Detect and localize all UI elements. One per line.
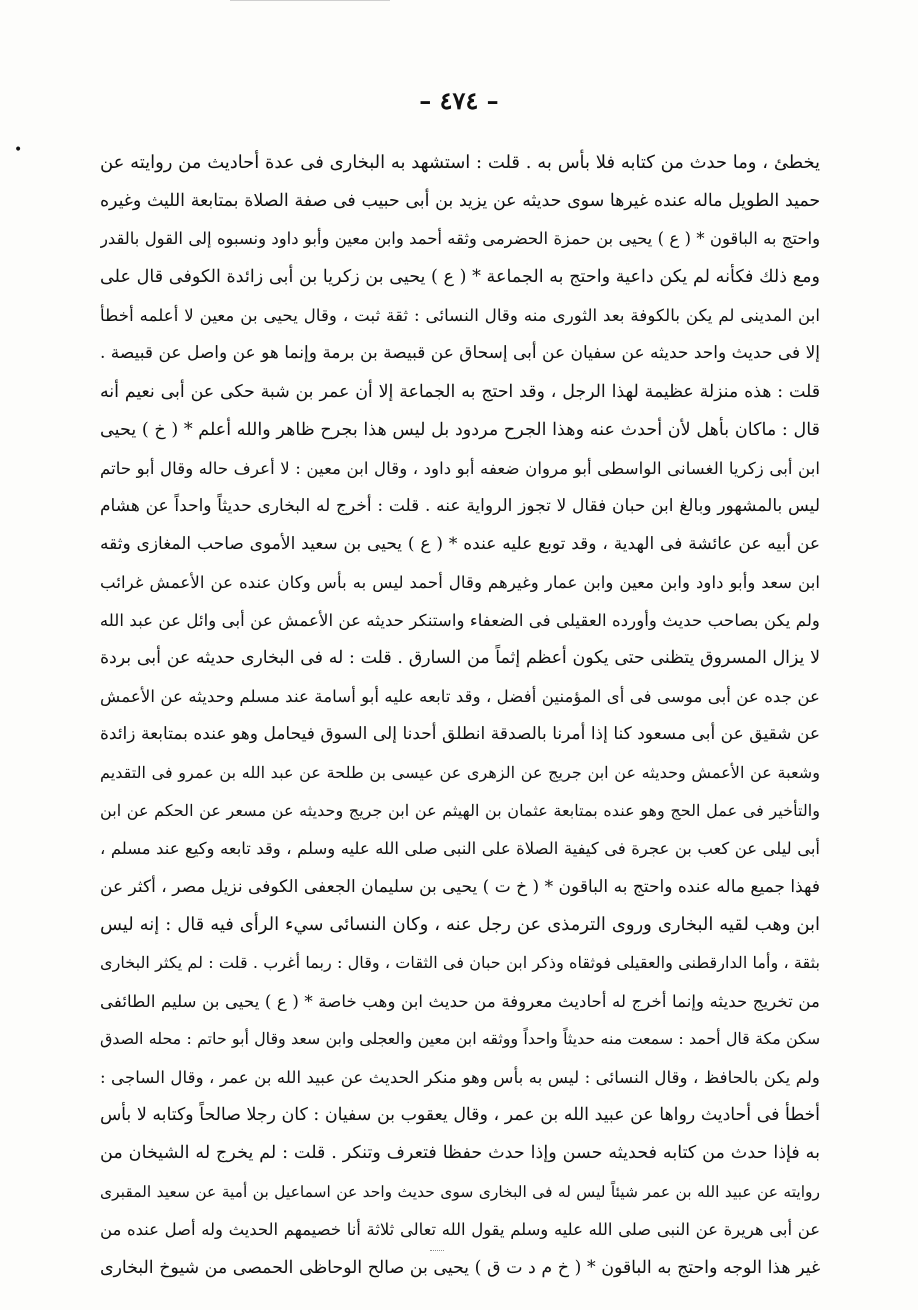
text-line: من تخريج حديثه وإنما أخرج له أحاديث معروفة من حديث ابن وهب خاصة * ( ع ) يحيى بن سليم الطائفى bbox=[100, 991, 820, 1012]
text-line: عن أبى هريرة عن النبى صلى الله عليه وسلم يقول الله تعالى ثلاثة أنا خصيمهم الحديث وله أصل عنده من bbox=[100, 1219, 820, 1239]
text-line: ابن أبى زكريا الغسانى الواسطى أبو مروان ضعفه أبو داود ، وقال ابن معين : لا أعرف حاله وقال أبو حاتم bbox=[100, 457, 820, 478]
text-line: به فإذا حدث من كتابه فحديثه حسن وإذا حدث حفظا فتعرف وتنكر . قلت : لم يخرج له الشيخان من bbox=[100, 1143, 820, 1164]
text-line: فهذا جميع ماله عنده واحتج به الباقون * ( خ ت ) يحيى بن سليمان الجعفى الكوفى نزيل مصر ، أكثر عن bbox=[100, 876, 820, 897]
text-line: عن جده عن أبى موسى فى أى المؤمنين أفضل ، وقد تابعه عليه أبو أسامة عند مسلم وحديثه عن الأعمش bbox=[100, 686, 820, 707]
text-line: والتأخير فى عمل الحج وهو عنده بمتابعة عثمان بن الهيثم عن ابن جريج وحديثه عن مسعر عن الحكم عن ابن bbox=[100, 800, 820, 820]
text-line: وشعبة عن الأعمش وحديثه عن ابن جريج عن الزهرى عن عيسى بن طلحة عن عبد الله بن عمرو فى التقديم bbox=[100, 762, 820, 782]
text-line: سكن مكة قال أحمد : سمعت منه حديثاً واحداً ووثقه ابن معين والعجلى وابن سعد وقال أبو حاتم : محله الصدق bbox=[100, 1029, 820, 1049]
margin-bullet: • bbox=[14, 142, 23, 158]
text-line: أبى ليلى عن كعب بن عجرة فى كيفية الصلاة على النبى صلى الله عليه وسلم ، وقد تابعه وكيع عند مسلم ، bbox=[100, 838, 820, 858]
text-line: إلا فى حديث واحد حديثه عن سفيان عن أبى إسحاق عن قبيصة بن برمة وإنما هو عن واصل عن قبيصة . bbox=[100, 343, 820, 364]
text-line: يخطئ ، وما حدث من كتابه فلا بأس به . قلت : استشهد به البخارى فى عدة أحاديث من روايته عن bbox=[100, 152, 820, 173]
text-line: ابن وهب لقيه البخارى وروى الترمذى عن رجل عنه ، وكان النسائى سيء الرأى فيه قال : إنه ليس bbox=[100, 913, 820, 935]
page-number: – ٤٧٤ – bbox=[419, 86, 499, 115]
body-text bbox=[100, 144, 820, 1287]
text-line: غير هذا الوجه واحتج به الباقون * ( خ م د ت ق ) يحيى بن صالح الوحاظى الحمصى من شيوخ البخارى bbox=[100, 1257, 820, 1278]
text-line: عن شقيق عن أبى مسعود كنا إذا أمرنا بالصدقة انطلق أحدنا إلى السوق فيحامل وهو عنده بمتابعة زائدة bbox=[100, 724, 820, 745]
text-line: ولم يكن بصاحب حديث وأورده العقيلى فى الضعفاء واستنكر حديثه عن الأعمش عن أبى وائل عن عبد الله bbox=[100, 610, 820, 631]
text-line: قلت : هذه منزلة عظيمة لهذا الرجل ، وقد احتج به الجماعة إلا أن عمر بن شبة حكى عن أبى نعيم أنه bbox=[100, 381, 820, 402]
text-line: ومع ذلك فكأنه لم يكن داعية واحتج به الجماعة * ( ع ) يحيى بن زكريا بن أبى زائدة الكوفى قال على bbox=[100, 267, 820, 288]
text-line: ليس بالمشهور وبالغ ابن حبان فقال لا تجوز الرواية عنه . قلت : أخرج له البخارى حديثاً واحداً عن هشام bbox=[100, 495, 820, 516]
text-line: عن أبيه عن عائشة فى الهدية ، وقد توبع عليه عنده * ( ع ) يحيى بن سعيد الأموى صاحب المغازى وثقه bbox=[100, 533, 820, 554]
text-line: حميد الطويل ماله عنده غيرها سوى حديثه عن يزيد بن أبى حبيب فى صفة الصلاة بمتابعة الليث وغيره bbox=[100, 191, 820, 212]
text-line: ابن المدينى لم يكن بالكوفة بعد الثورى منه وقال النسائى : ثقة ثبت ، وقال يحيى بن معين لا أعلمه أخطأ bbox=[100, 305, 820, 326]
text-line: أخطأ فى أحاديث رواها عن عبيد الله بن عمر ، وقال يعقوب بن سفيان : كان رجلا صالحاً وكتابه لا بأس bbox=[100, 1105, 820, 1126]
text-line: قال : ماكان بأهل لأن أحدث عنه وهذا الجرح مردود بل ليس هذا بجرح ظاهر والله أعلم * ( خ ) يحيى bbox=[100, 419, 820, 440]
text-line: بثقة ، وأما الدارقطنى والعقيلى فوثقاه وذكر ابن حبان فى الثقات ، وقال : ربما أغرب . قلت : لم يكثر البخارى bbox=[100, 952, 820, 972]
text-line: واحتج به الباقون * ( ع ) يحيى بن حمزة الحضرمى وثقه أحمد وابن معين وأبو داود ونسبوه إلى القول بالقدر bbox=[100, 229, 820, 249]
text-line: ولم يكن بالحافظ ، وقال النسائى : ليس به بأس وهو منكر الحديث عن عبيد الله بن عمر ، وقال الساجى : bbox=[100, 1067, 820, 1088]
top-rule bbox=[230, 0, 390, 1]
text-line: لا يزال المسروق يتظنى حتى يكون أعظم إثماً من السارق . قلت : له فى البخارى حديثه عن أبى بردة bbox=[100, 648, 820, 669]
text-line: ابن سعد وأبو داود وابن معين وابن عمار وغيرهم وقال أحمد ليس به بأس وكان عنده عن الأعمش غرائب bbox=[100, 572, 820, 593]
text-line: روايته عن عبيد الله بن عمر شيئاً ليس له فى البخارى سوى حديث واحد عن اسماعيل بن أمية عن سعيد المقبرى bbox=[100, 1182, 820, 1201]
bottom-mark bbox=[430, 1250, 444, 1259]
